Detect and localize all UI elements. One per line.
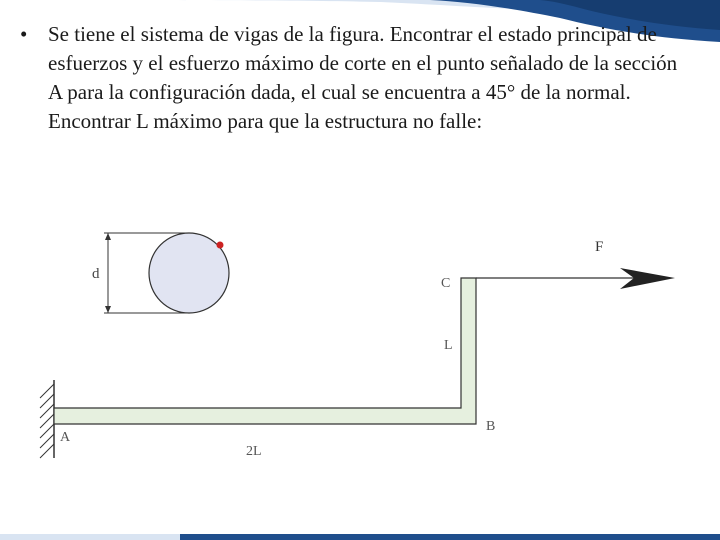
label-L: L	[444, 338, 453, 353]
label-d: d	[92, 266, 100, 282]
label-B: B	[486, 419, 496, 434]
bullet-point: •	[20, 22, 28, 46]
label-C: C	[441, 276, 451, 291]
label-A: A	[60, 430, 71, 445]
cross-section	[104, 233, 229, 313]
label-2L: 2L	[246, 444, 262, 459]
fixed-support	[40, 380, 54, 458]
problem-text: Se tiene el sistema de vigas de la figura. Encontrar el estado principal de esfuerzos y el esfuerzo máximo de corte en el punto señalado de la sección A para la configuración dada, el cual se encuentra a 45° de la normal. Encontrar L máximo para que la estructura no falle:	[48, 22, 678, 133]
marked-point	[217, 242, 224, 249]
footer-band	[0, 532, 720, 540]
force-arrow	[476, 268, 675, 289]
l-beam	[54, 278, 476, 424]
label-F: F	[595, 239, 604, 255]
